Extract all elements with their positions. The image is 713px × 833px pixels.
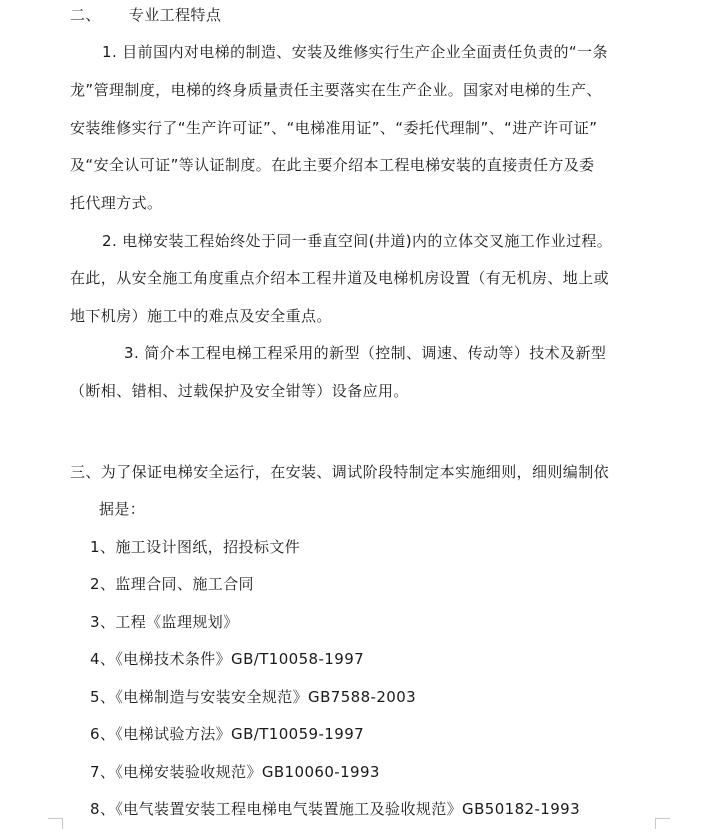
section-2-number: 二、 <box>70 6 101 24</box>
reference-list-item-1: 1、施工设计图纸，招投标文件 <box>90 538 301 556</box>
reference-list-item-7: 7、《电梯安装验收规范》GB10060-1993 <box>90 763 380 781</box>
reference-list-item-3: 3、工程《监理规划》 <box>90 613 239 631</box>
paragraph-2-line-2: 在此，从安全施工角度重点介绍本工程井道及电梯机房设置（有无机房、地上或 <box>70 269 610 287</box>
paragraph-3-line-2: （断相、错相、过载保护及安全钳等）设备应用。 <box>70 382 409 400</box>
crop-mark-bottom-right <box>655 818 670 829</box>
reference-list-item-6: 6、《电梯试验方法》GB/T10059-1997 <box>90 725 365 743</box>
paragraph-3-line-1: 3. 简介本工程电梯工程采用的新型（控制、调速、传动等）技术及新型 <box>124 344 607 362</box>
reference-list-item-8: 8、《电气装置安装工程电梯电气装置施工及验收规范》GB50182-1993 <box>90 800 581 818</box>
paragraph-1-line-3: 安装维修实行了“生产许可证”、“电梯准用证”、“委托代理制”、“进产许可证” <box>70 119 598 137</box>
paragraph-1-line-5: 托代理方式。 <box>70 194 163 212</box>
section-3-intro-line-1: 三、为了保证电梯安全运行，在安装、调试阶段特制定本实施细则，细则编制依 <box>70 463 610 481</box>
section-2-title: 专业工程特点 <box>128 6 222 24</box>
reference-list-item-4: 4、《电梯技术条件》GB/T10058-1997 <box>90 650 365 668</box>
crop-mark-bottom-left <box>48 818 63 829</box>
reference-list-item-5: 5、《电梯制造与安装安全规范》GB7588-2003 <box>90 688 417 706</box>
paragraph-1-line-4: 及“安全认可证”等认证制度。在此主要介绍本工程电梯安装的直接责任方及委 <box>70 156 595 174</box>
section-2-heading <box>70 5 221 25</box>
reference-list-item-2: 2、监理合同、施工合同 <box>90 575 254 593</box>
paragraph-1-line-2: 龙”管理制度，电梯的终身质量责任主要落实在生产企业。国家对电梯的生产、 <box>70 81 602 99</box>
paragraph-2-line-3: 地下机房）施工中的难点及安全重点。 <box>70 307 332 325</box>
section-3-intro-line-2: 据是： <box>99 500 146 518</box>
paragraph-2-line-1: 2. 电梯安装工程始终处于同一垂直空间(井道)内的立体交叉施工作业过程。 <box>102 232 613 250</box>
paragraph-1-line-1: 1. 目前国内对电梯的制造、安装及维修实行生产企业全面责任负责的“一条 <box>102 43 608 61</box>
